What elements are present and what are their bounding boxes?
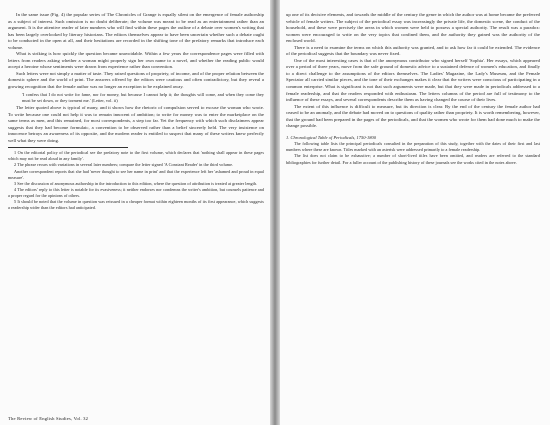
notes-paragraph: The following table lists the principal periodicals consulted in the preparation of this study, together with the dates of their first and last numbers where these are known. Titles marked with an asterisk were addressed primarily to a female readership.	[286, 141, 540, 153]
left-paragraph: Such letters were not simply a matter of taste. They raised questions of propriety, of income, and of the proper relation between the domestic sphere and the world of print. The answers offered by the editors were cautious and often contradictory, but they reveal a growing recognition that the female author was no longer an exception to be explained away.	[8, 70, 264, 90]
footnote: 5 It should be noted that the volume in question was reissued in a cheaper format within eighteen months of its first appearance, which suggests a readership wider than the editors had anticipated.	[8, 199, 264, 211]
left-page-footer: The Review of English Studies, Vol. 32	[8, 416, 89, 421]
right-paragraph: There is a need to examine the terms on which this authority was granted, and to ask how far it could be extended. The evidence of the periodical suggests that the boundary was never fixed.	[286, 44, 540, 57]
right-page	[278, 0, 550, 425]
left-page	[0, 0, 272, 425]
left-paragraph: The letter quoted above is typical of many, and it shows how the rhetoric of compulsion served to excuse the woman who wrote. To write because one could not help it was to remain innocent of ambition; to write for money was to enter the marketplace on the same terms as men, and this remained, for most correspondents, a step too far. Yet the frequency with which such disclaimers appear suggests that they had become formulaic, a convention to be observed rather than a belief sincerely held. The very insistence on innocence betrays an awareness of its opposite, and the modern reader is entitled to suspect that many of these writers knew perfectly well what they were doing.	[8, 104, 264, 143]
footnote: 4 The editors' reply to this letter is notable for its evasiveness; it neither endorses nor condemns the writer's ambition, but counsels patience and a proper regard for the opinions of others.	[8, 186, 264, 198]
footnote: 2 The phrase recurs with variations in several later numbers; compare the letter signed 'A Constant Reader' in the third volume.	[14, 162, 234, 168]
footnote-rule	[8, 147, 128, 148]
footnote: 3 See the discussion of anonymous authorship in the introduction to this edition, where the question of attribution is treated at greater length.	[14, 180, 258, 186]
footnote: Another correspondent reports that she had 'never thought to see her name in print' and that the experience left her 'ashamed and proud in equal measure'.	[8, 168, 264, 180]
left-text-column	[8, 12, 264, 211]
right-paragraph: up one of its decisive elements, and towards the middle of the century the genre in which the author was at home became the preferred vehicle of female writers. The subject of the periodical essay was increasingly the private life, the domestic scene, the conduct of the household, and these were precisely the areas in which women were held to possess a special authority. The result was a paradox: women were encouraged to write on the very topics that confined them, and the authority they gained was the authority of the enclosed world.	[286, 12, 540, 44]
footnote: 1 On the editorial policy of the periodical see the prefatory note to the first volume, which declares that 'nothing shall appear in these pages which may not be read aloud in any family'.	[8, 150, 264, 162]
left-paragraph: In the same issue (Fig. 4) the popular series of The Chronicles of Grange is equally silent on the emergence of female authorship as a subject of interest. Such omission is no doubt deliberate; the volume was meant to be read as an entertainment rather than an argument. It is the attentive reader of later numbers who will find within these pages the outline of a debate over women's writing that has been largely overlooked by literary historians. The editors themselves appear to have been uncertain whether such a debate ought to be conducted in the open at all, and their hesitations are recorded in the shifting tone of the prefatory remarks that introduce each volume.	[8, 12, 264, 50]
block-quote: 'I confess that I do not write for fame, nor for money, but because I cannot help it; the thoughts will come, and when they come they must be set down, or they torment me.' (Letter, vol. ii)	[22, 91, 264, 103]
left-paragraph: What is striking is how quickly the question became unavoidable. Within a few years the correspondence pages were filled with letters from readers asking whether a woman might properly sign her own name to a novel, and whether the reading public would accept a heroine whose sentiments were drawn from experience rather than convention.	[8, 51, 264, 70]
section-heading: 1. Chronological Table of Periodicals, 1750-1800	[286, 134, 377, 140]
right-text-column	[286, 12, 540, 166]
right-paragraph: One of the most interesting cases is that of the anonymous contributor who signed herself 'Sophia'. Her essays, which appeared over a period of three years, move from the safe ground of domestic advice to a sustained defence of women's education, and finally to a direct challenge to the assumptions of the editors themselves. The Ladies' Magazine, the Lady's Museum, and the Female Spectator all carried similar pieces, and the tone of their exchanges makes it clear that the writers were conscious of participating in a common enterprise. What is significant is not that such arguments were made, but that they were made in periodicals addressed to a female readership, and that the readers responded with enthusiasm. The letters columns of the period are full of testimony to the influence of these essays, and several correspondents describe them as having changed the course of their lives.	[286, 57, 540, 103]
right-paragraph: The extent of this influence is difficult to measure, but its direction is clear. By the end of the century the female author had ceased to be an anomaly, and the debate had moved on to questions of quality rather than propriety. It is worth remembering, however, that the ground had been prepared in the pages of the periodicals, and that the women who wrote for them had done much to make the change possible.	[286, 103, 540, 129]
notes-paragraph: The list does not claim to be exhaustive; a number of short-lived titles have been omitted, and readers are referred to the standard bibliographies for further detail. For a fuller account of the publishing history of these journals see the works cited in the notes above.	[286, 153, 540, 165]
